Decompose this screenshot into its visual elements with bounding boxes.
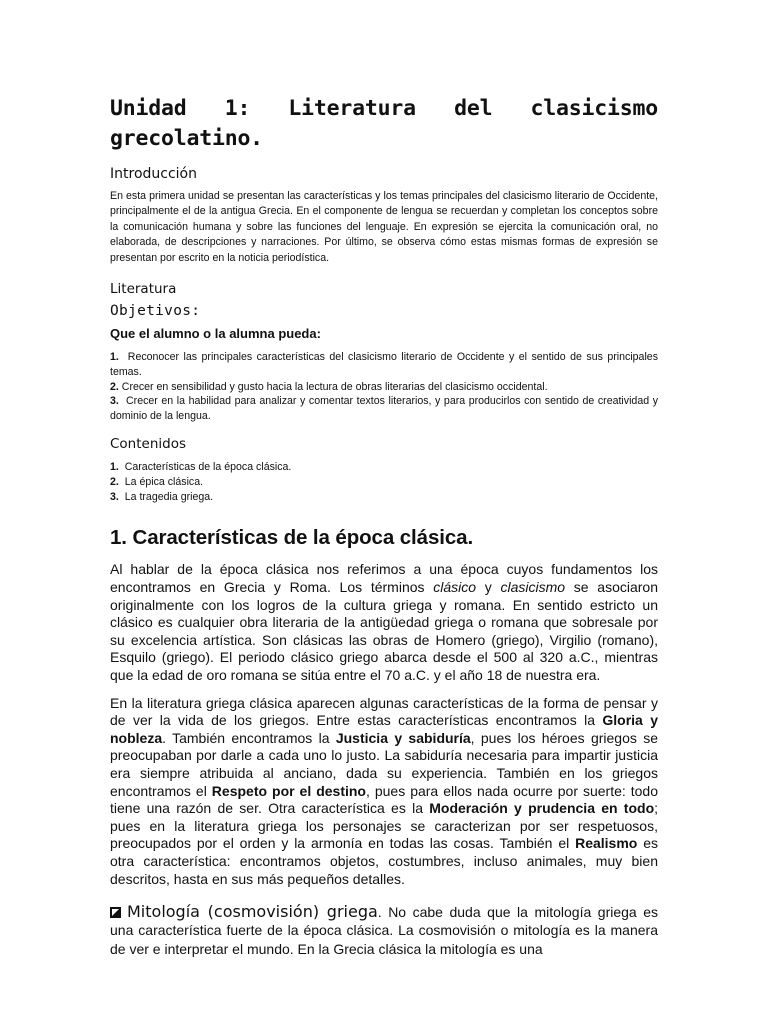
list-number: 3.	[110, 490, 119, 503]
intro-paragraph: En esta primera unidad se presentan las características y los temas principales del clasicismo literario de Occidente, principalmente el de la antigua Grecia. En el componente de lengua se recuerdan y completan los conceptos sobre la comunicación humana y sobre las funciones del lenguaje. En expresión se ejercita la comunicación oral, no elaborada, de descripciones y narraciones. Por último, se observa cómo estas mismas formas de expresión se presentan por escrito en la noticia periodística.	[110, 190, 658, 264]
objetivos-subheading: Que el alumno o la alumna pueda:	[110, 326, 321, 342]
list-text: La épica clásica.	[124, 475, 204, 488]
list-text: Crecer en sensibilidad y gusto hacia la lectura de obras literarias del clasicismo occidental.	[121, 380, 548, 393]
objetivos-heading: Objetivos:	[110, 303, 201, 320]
mythology-text: . No cabe duda que la mitología griega es una característica fuerte de la época clásica. La cosmovisión o mitología es la manera de ver e interpretar el mundo. En la Grecia clásica la mitología es una	[110, 904, 659, 957]
bold-term: Moderación y prudencia en todo	[429, 800, 655, 817]
list-item	[110, 460, 658, 475]
list-text: La tragedia griega.	[124, 490, 214, 503]
bold-term: Justicia y sabiduría	[335, 729, 471, 746]
italic-term: clásico	[433, 579, 477, 595]
contenidos-heading: Contenidos	[110, 436, 187, 453]
list-item	[110, 490, 658, 505]
text-run: Al hablar de la época clásica nos referimos a una época cuyos fundamentos los encontramos en Grecia y Roma. Los términos	[110, 561, 658, 595]
list-number: 3.	[110, 395, 119, 408]
text-run: . También encontramos la	[162, 729, 336, 746]
section-1-paragraph-1	[110, 561, 658, 684]
list-item	[110, 350, 658, 380]
text-run: , pues para ellos nada ocurre por suerte: todo tiene una razón de ser. Otra característica es la	[110, 782, 658, 817]
text-run: y	[476, 579, 501, 595]
text-run: es otra característica: encontramos objetos, costumbres, incluso animales, muy bien descritos, hasta en sus más pequeños detalles.	[110, 835, 658, 887]
list-item	[110, 380, 658, 395]
text-run: , pues los héroes griegos se preocupaban por darle a cada uno lo justo. La sabiduría necesaria para impartir justicia era siempre atribuida al anciano, dada su experiencia. También en los griegos encontramos el	[110, 729, 658, 799]
contenidos-list	[110, 460, 658, 504]
text-run: En la literatura griega clásica aparecen algunas características de la forma de pensar y de ver la vida de los griegos. Entre estas características encontramos la	[110, 694, 658, 729]
list-number: 2.	[110, 475, 119, 488]
list-text: Características de la época clásica.	[124, 461, 292, 474]
section-1-heading: 1. Características de la época clásica.	[110, 526, 474, 550]
literatura-heading: Literatura	[110, 281, 177, 298]
text-run: se asociaron originalmente con los logros de la cultura griega y romana. En sentido estricto un clásico es cualquier obra literaria de la antigüedad griega o romana que sobresale por su excelencia artística. Son clásicas las obras de Homero (griego), Virgilio (romano), Esquilo (griego). El periodo clásico griego abarca desde el 500 al 320 a.C., mientras que la edad de oro romana se sitúa entre el 70 a.C. y el año 18 de nuestra era.	[110, 579, 658, 683]
objetivos-list	[110, 350, 658, 424]
unit-title: Unidad 1: Literatura del clasicismo grecolatino.	[110, 96, 658, 151]
italic-term: clasicismo	[500, 579, 566, 595]
text-run: ; pues en la literatura griega los personajes se caracterizan por ser respetuosos, preocupados por el orden y la armonía en todas las cosas. También el	[110, 800, 659, 852]
bold-term: Gloria y nobleza	[110, 712, 658, 746]
mythology-paragraph	[110, 903, 658, 958]
mythology-heading: Mitología (cosmovisión) griega	[127, 902, 378, 922]
list-text: Reconocer las principales características del clasicismo literario de Occidente y el sentido de sus principales temas.	[110, 351, 658, 378]
bold-term: Respeto por el destino	[211, 782, 366, 799]
list-number: 2.	[110, 380, 119, 393]
list-item	[110, 394, 658, 424]
bold-term: Realismo	[575, 835, 638, 852]
list-number: 1.	[110, 351, 119, 364]
list-text: Crecer en la habilidad para analizar y comentar textos literarios, y para producirlos con sentido de creatividad y dominio de la lengua.	[110, 395, 658, 423]
list-item	[110, 475, 658, 490]
checkbox-bullet-icon	[110, 907, 121, 918]
intro-heading: Introducción	[110, 166, 197, 182]
section-1-paragraph-2	[110, 695, 658, 889]
list-number: 1.	[110, 461, 119, 474]
